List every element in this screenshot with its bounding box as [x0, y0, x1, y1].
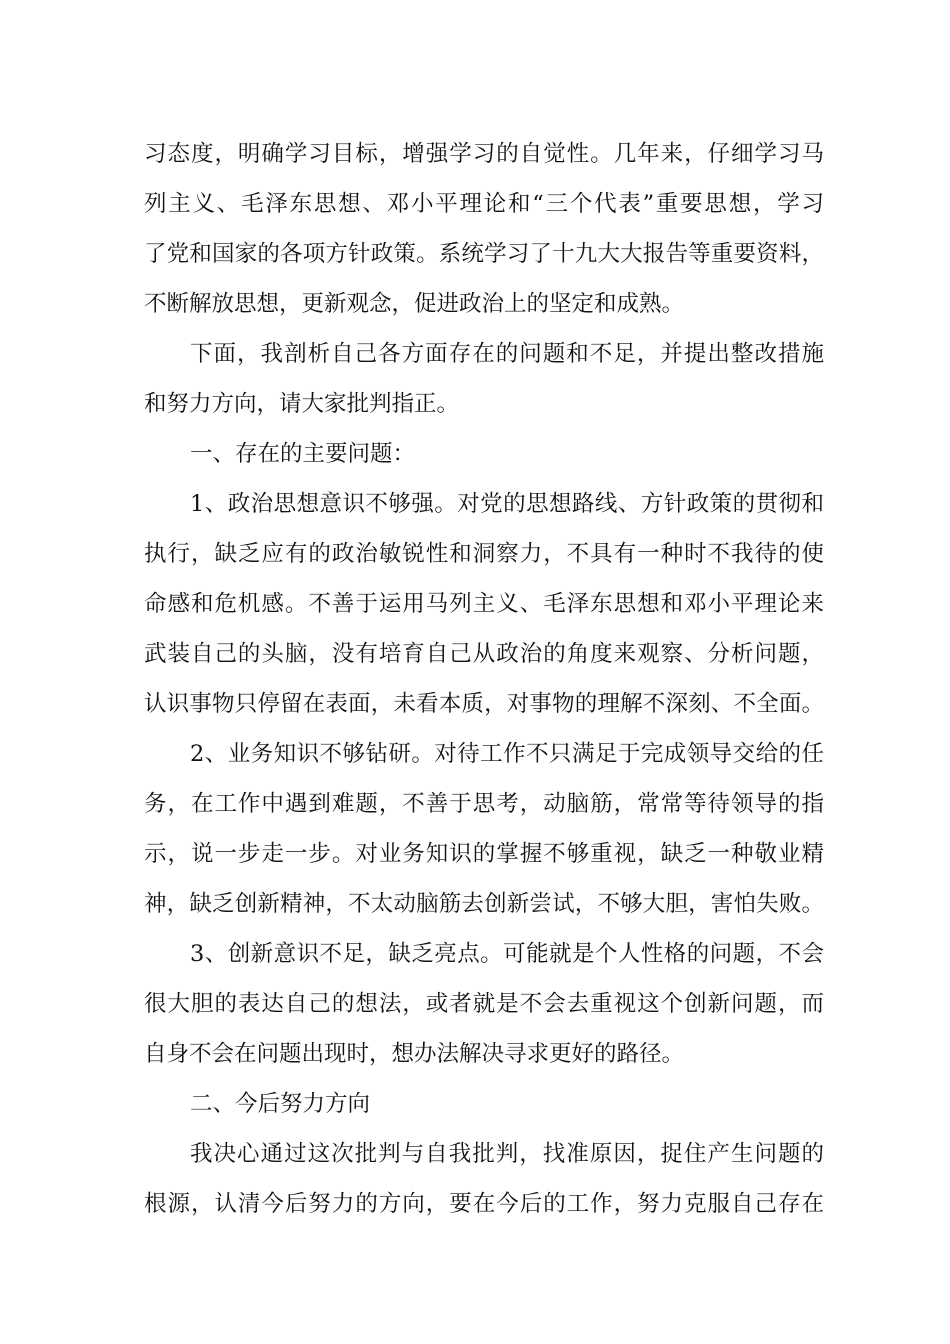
paragraph-line: 示，说一步走一步。对业务知识的掌握不够重视，缺乏一种敬业精: [144, 841, 824, 867]
paragraph-line: 神，缺乏创新精神，不太动脑筋去创新尝试，不够大胆，害怕失败。: [144, 891, 824, 917]
paragraph-line: 下面，我剖析自己各方面存在的问题和不足，并提出整改措施: [190, 341, 824, 367]
paragraph-line: 和努力方向，请大家批判指正。: [144, 391, 460, 417]
section-heading: 二、今后努力方向: [190, 1091, 371, 1117]
paragraph-line: 认识事物只停留在表面，未看本质，对事物的理解不深刻、不全面。: [144, 691, 824, 717]
paragraph-line: 执行，缺乏应有的政治敏锐性和洞察力，不具有一种时不我待的使: [144, 541, 824, 567]
paragraph-line: 武装自己的头脑，没有培育自己从政治的角度来观察、分析问题，: [144, 641, 824, 667]
paragraph-line: 务，在工作中遇到难题，不善于思考，动脑筋，常常等待领导的指: [144, 791, 824, 817]
paragraph-line: 不断解放思想，更新观念，促进政治上的坚定和成熟。: [144, 291, 685, 317]
paragraph-line: 习态度，明确学习目标，增强学习的自觉性。几年来，仔细学习马: [144, 141, 824, 167]
paragraph-line: 根源，认清今后努力的方向，要在今后的工作，努力克服自己存在: [144, 1191, 824, 1217]
paragraph-line: 自身不会在问题出现时，想办法解决寻求更好的路径。: [144, 1041, 685, 1067]
paragraph-line: 3、创新意识不足，缺乏亮点。可能就是个人性格的问题，不会: [190, 941, 824, 967]
paragraph-line: 很大胆的表达自己的想法，或者就是不会去重视这个创新问题，而: [144, 991, 824, 1017]
paragraph-line: 命感和危机感。不善于运用马列主义、毛泽东思想和邓小平理论来: [144, 591, 824, 617]
paragraph-line: 我决心通过这次批判与自我批判，找准原因，捉住产生问题的: [190, 1141, 824, 1167]
paragraph-line: 1、政治思想意识不够强。对党的思想路线、方针政策的贯彻和: [190, 491, 824, 517]
paragraph-line: 了党和国家的各项方针政策。系统学习了十九大大报告等重要资料，: [144, 241, 824, 267]
section-heading: 一、存在的主要问题：: [190, 441, 416, 467]
paragraph-line: 2、业务知识不够钻研。对待工作不只满足于完成领导交给的任: [190, 741, 824, 767]
paragraph-line: 列主义、毛泽东思想、邓小平理论和“三个代表”重要思想，学习: [144, 191, 824, 217]
